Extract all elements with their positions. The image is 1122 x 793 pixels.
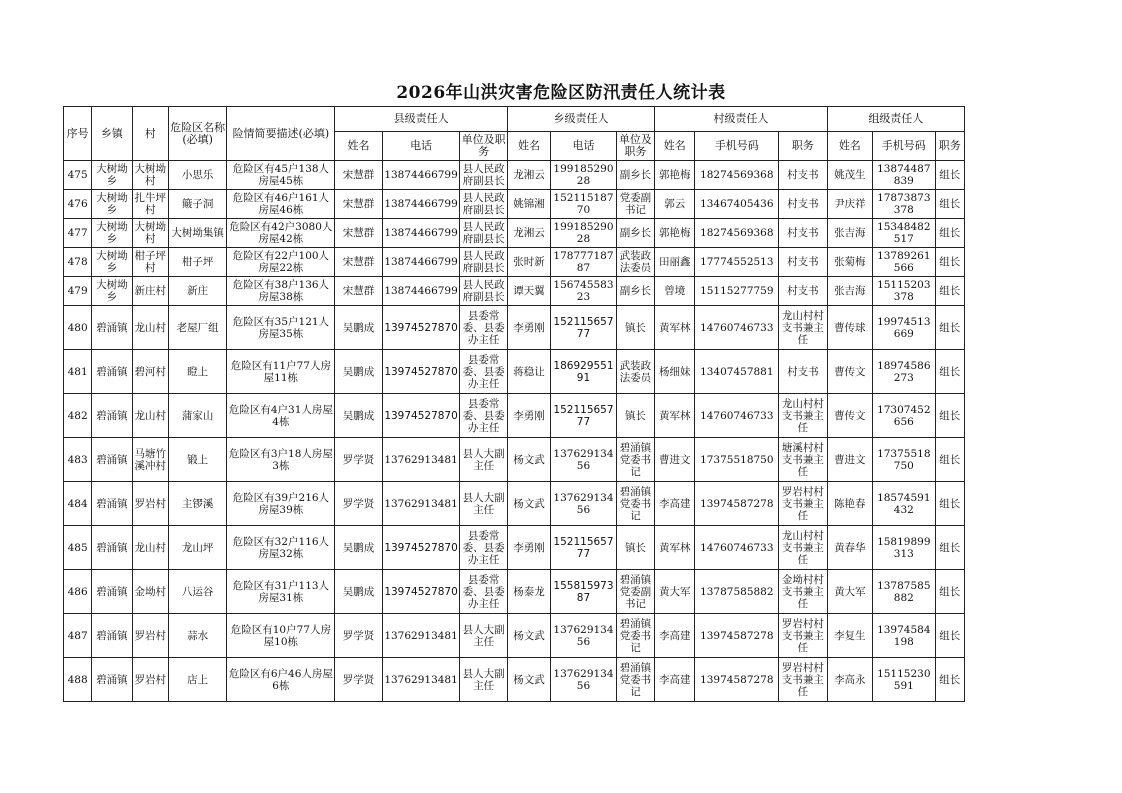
team-leader-duty-cell: 组长	[935, 658, 964, 702]
zone-cell: 柑子坪	[168, 248, 227, 277]
team-leader-phone-cell: 15115203378	[873, 277, 936, 306]
zone-cell: 小思乐	[168, 161, 227, 190]
town-cell: 大树坳乡	[92, 190, 132, 219]
col-header-team-mobile: 手机号码	[873, 132, 936, 161]
table-row	[64, 219, 965, 248]
village-cell: 马塘竹溪冲村	[132, 438, 168, 482]
seq-cell: 483	[64, 438, 92, 482]
village-leader-name-cell: 李高建	[655, 658, 695, 702]
team-leader-duty-cell: 组长	[935, 190, 964, 219]
table-row	[64, 248, 965, 277]
col-header-village-name: 姓名	[655, 132, 695, 161]
team-leader-duty-cell: 组长	[935, 526, 964, 570]
town-leader-phone-cell: 13762913456	[551, 658, 617, 702]
seq-cell: 479	[64, 277, 92, 306]
village-leader-duty-cell: 罗岩村村支书兼主任	[779, 614, 827, 658]
village-leader-name-cell: 黄军林	[655, 394, 695, 438]
village-cell: 柑子坪村	[132, 248, 168, 277]
desc-cell: 危险区有10户77人房屋10栋	[227, 614, 335, 658]
village-leader-phone-cell: 14760746733	[695, 394, 779, 438]
table-row	[64, 394, 965, 438]
county-unit-cell: 县委常委、县委办主任	[460, 570, 507, 614]
village-leader-phone-cell: 17375518750	[695, 438, 779, 482]
team-leader-phone-cell: 18974586273	[873, 350, 936, 394]
county-unit-cell: 县委常委、县委办主任	[460, 526, 507, 570]
seq-cell: 475	[64, 161, 92, 190]
village-leader-phone-cell: 15115277759	[695, 277, 779, 306]
town-cell: 碧涌镇	[92, 526, 132, 570]
county-phone-cell: 13974527870	[382, 394, 460, 438]
county-phone-cell: 13874466799	[382, 190, 460, 219]
village-leader-name-cell: 黄大军	[655, 570, 695, 614]
town-leader-name-cell: 蒋稳让	[507, 350, 550, 394]
village-leader-phone-cell: 13974587278	[695, 482, 779, 526]
town-cell: 大树坳乡	[92, 248, 132, 277]
team-leader-name-cell: 姚茂生	[827, 161, 872, 190]
team-leader-name-cell: 尹庆祥	[827, 190, 872, 219]
table-row	[64, 350, 965, 394]
town-leader-duty-cell: 党委副书记	[616, 190, 654, 219]
county-name-cell: 吴鹏成	[335, 350, 382, 394]
team-leader-name-cell: 陈艳春	[827, 482, 872, 526]
zone-cell: 八运谷	[168, 570, 227, 614]
seq-cell: 484	[64, 482, 92, 526]
zone-cell: 锻上	[168, 438, 227, 482]
col-header-town: 乡镇	[92, 107, 132, 161]
zone-cell: 蒲家山	[168, 394, 227, 438]
county-unit-cell: 县人大副主任	[460, 614, 507, 658]
county-unit-cell: 县人民政府副县长	[460, 161, 507, 190]
team-leader-duty-cell: 组长	[935, 248, 964, 277]
village-cell: 大树坳村	[132, 219, 168, 248]
desc-cell: 危险区有3户18人房屋3栋	[227, 438, 335, 482]
team-leader-name-cell: 黄大军	[827, 570, 872, 614]
desc-cell: 危险区有35户121人房屋35栋	[227, 306, 335, 350]
town-cell: 碧涌镇	[92, 570, 132, 614]
desc-cell: 危险区有4户31人房屋4栋	[227, 394, 335, 438]
desc-cell: 危险区有31户113人房屋31栋	[227, 570, 335, 614]
table-row	[64, 658, 965, 702]
group-header-village: 村级责任人	[655, 107, 828, 132]
team-leader-phone-cell: 15115230591	[873, 658, 936, 702]
town-leader-name-cell: 杨文武	[507, 614, 550, 658]
town-leader-phone-cell: 13762913456	[551, 482, 617, 526]
seq-cell: 478	[64, 248, 92, 277]
team-leader-duty-cell: 组长	[935, 161, 964, 190]
town-leader-phone-cell: 18692955191	[551, 350, 617, 394]
village-leader-duty-cell: 塘溪村村支书兼主任	[779, 438, 827, 482]
table-body	[64, 161, 965, 702]
zone-cell: 新庄	[168, 277, 227, 306]
team-leader-duty-cell: 组长	[935, 277, 964, 306]
team-leader-phone-cell: 17375518750	[873, 438, 936, 482]
county-phone-cell: 13762913481	[382, 614, 460, 658]
county-unit-cell: 县人大副主任	[460, 658, 507, 702]
table-row	[64, 161, 965, 190]
county-unit-cell: 县人民政府副县长	[460, 190, 507, 219]
town-cell: 碧涌镇	[92, 658, 132, 702]
team-leader-name-cell: 李复生	[827, 614, 872, 658]
county-unit-cell: 县委常委、县委办主任	[460, 306, 507, 350]
village-cell: 扎牛坪村	[132, 190, 168, 219]
team-leader-phone-cell: 15819899313	[873, 526, 936, 570]
county-name-cell: 吴鹏成	[335, 570, 382, 614]
team-leader-name-cell: 曹传球	[827, 306, 872, 350]
seq-cell: 488	[64, 658, 92, 702]
village-cell: 金坳村	[132, 570, 168, 614]
desc-cell: 危险区有45户138人房屋45栋	[227, 161, 335, 190]
town-leader-duty-cell: 碧涌镇党委书记	[616, 482, 654, 526]
desc-cell: 危险区有38户136人房屋38栋	[227, 277, 335, 306]
county-unit-cell: 县委常委、县委办主任	[460, 350, 507, 394]
team-leader-name-cell: 曹传文	[827, 394, 872, 438]
zone-cell: 蒜水	[168, 614, 227, 658]
village-leader-duty-cell: 龙山村村支书兼主任	[779, 394, 827, 438]
town-leader-name-cell: 张时新	[507, 248, 550, 277]
village-cell: 新庄村	[132, 277, 168, 306]
county-unit-cell: 县委常委、县委办主任	[460, 394, 507, 438]
county-phone-cell: 13974527870	[382, 350, 460, 394]
town-leader-duty-cell: 镇长	[616, 526, 654, 570]
county-phone-cell: 13874466799	[382, 277, 460, 306]
village-cell: 龙山村	[132, 306, 168, 350]
table-row	[64, 190, 965, 219]
col-header-village-mobile: 手机号码	[695, 132, 779, 161]
desc-cell: 危险区有22户100人房屋22栋	[227, 248, 335, 277]
group-header-county: 县级责任人	[335, 107, 508, 132]
county-phone-cell: 13974527870	[382, 570, 460, 614]
col-header-town-phone: 电话	[551, 132, 617, 161]
town-leader-phone-cell: 15211565777	[551, 394, 617, 438]
village-leader-duty-cell: 金坳村村支书兼主任	[779, 570, 827, 614]
town-leader-duty-cell: 武装政法委员	[616, 350, 654, 394]
county-name-cell: 罗学贤	[335, 614, 382, 658]
county-phone-cell: 13974527870	[382, 526, 460, 570]
county-unit-cell: 县人大副主任	[460, 482, 507, 526]
county-unit-cell: 县人大副主任	[460, 438, 507, 482]
county-name-cell: 罗学贤	[335, 482, 382, 526]
village-cell: 罗岩村	[132, 658, 168, 702]
desc-cell: 危险区有42户3080人房屋42栋	[227, 219, 335, 248]
col-header-village: 村	[132, 107, 168, 161]
town-leader-phone-cell: 15211565777	[551, 306, 617, 350]
seq-cell: 485	[64, 526, 92, 570]
village-cell: 大树坳村	[132, 161, 168, 190]
village-leader-name-cell: 郭艳梅	[655, 161, 695, 190]
village-leader-duty-cell: 罗岩村村支书兼主任	[779, 482, 827, 526]
team-leader-phone-cell: 19974513669	[873, 306, 936, 350]
village-leader-phone-cell: 13467405436	[695, 190, 779, 219]
county-name-cell: 罗学贤	[335, 438, 382, 482]
county-name-cell: 罗学贤	[335, 658, 382, 702]
town-leader-phone-cell: 19918529028	[551, 219, 617, 248]
desc-cell: 危险区有46户161人房屋46栋	[227, 190, 335, 219]
town-cell: 大树坳乡	[92, 161, 132, 190]
village-leader-duty-cell: 罗岩村村支书兼主任	[779, 658, 827, 702]
village-leader-phone-cell: 13407457881	[695, 350, 779, 394]
desc-cell: 危险区有32户116人房屋32栋	[227, 526, 335, 570]
seq-cell: 482	[64, 394, 92, 438]
county-phone-cell: 13762913481	[382, 438, 460, 482]
village-cell: 碧河村	[132, 350, 168, 394]
town-leader-duty-cell: 武装政法委员	[616, 248, 654, 277]
team-leader-duty-cell: 组长	[935, 482, 964, 526]
town-leader-duty-cell: 镇长	[616, 306, 654, 350]
town-leader-duty-cell: 副乡长	[616, 219, 654, 248]
village-leader-phone-cell: 14760746733	[695, 526, 779, 570]
town-leader-duty-cell: 碧涌镇党委书记	[616, 658, 654, 702]
team-leader-phone-cell: 13789261566	[873, 248, 936, 277]
town-leader-phone-cell: 15674558323	[551, 277, 617, 306]
town-cell: 大树坳乡	[92, 219, 132, 248]
town-leader-duty-cell: 碧涌镇党委书记	[616, 438, 654, 482]
col-header-desc: 险情简要描述(必填)	[227, 107, 335, 161]
seq-cell: 481	[64, 350, 92, 394]
village-leader-duty-cell: 村支书	[779, 277, 827, 306]
col-header-village-duty: 职务	[779, 132, 827, 161]
seq-cell: 487	[64, 614, 92, 658]
town-cell: 大树坳乡	[92, 277, 132, 306]
village-leader-phone-cell: 13787585882	[695, 570, 779, 614]
village-leader-duty-cell: 龙山村村支书兼主任	[779, 306, 827, 350]
desc-cell: 危险区有6户46人房屋6栋	[227, 658, 335, 702]
table-row	[64, 570, 965, 614]
village-leader-duty-cell: 村支书	[779, 190, 827, 219]
village-leader-name-cell: 郭云	[655, 190, 695, 219]
county-unit-cell: 县人民政府副县长	[460, 219, 507, 248]
county-name-cell: 宋慧群	[335, 248, 382, 277]
town-leader-name-cell: 杨文武	[507, 482, 550, 526]
county-name-cell: 宋慧群	[335, 277, 382, 306]
team-leader-duty-cell: 组长	[935, 394, 964, 438]
team-leader-phone-cell: 15348482517	[873, 219, 936, 248]
town-leader-name-cell: 李勇刚	[507, 394, 550, 438]
team-leader-name-cell: 曹进文	[827, 438, 872, 482]
county-phone-cell: 13762913481	[382, 482, 460, 526]
seq-cell: 476	[64, 190, 92, 219]
town-cell: 碧涌镇	[92, 438, 132, 482]
zone-cell: 簸子洞	[168, 190, 227, 219]
town-leader-phone-cell: 15581597387	[551, 570, 617, 614]
team-leader-duty-cell: 组长	[935, 438, 964, 482]
table-row	[64, 438, 965, 482]
town-leader-name-cell: 李勇刚	[507, 306, 550, 350]
table-row	[64, 482, 965, 526]
county-phone-cell: 13874466799	[382, 248, 460, 277]
town-leader-duty-cell: 碧涌镇党委副书记	[616, 570, 654, 614]
village-leader-name-cell: 杨细妹	[655, 350, 695, 394]
town-cell: 碧涌镇	[92, 482, 132, 526]
county-name-cell: 宋慧群	[335, 190, 382, 219]
seq-cell: 477	[64, 219, 92, 248]
town-cell: 碧涌镇	[92, 614, 132, 658]
team-leader-duty-cell: 组长	[935, 219, 964, 248]
desc-cell: 危险区有39户216人房屋39栋	[227, 482, 335, 526]
zone-cell: 龙山坪	[168, 526, 227, 570]
zone-cell: 老屋厂组	[168, 306, 227, 350]
village-leader-duty-cell: 村支书	[779, 248, 827, 277]
town-leader-name-cell: 龙湘云	[507, 161, 550, 190]
zone-cell: 大树坳集镇	[168, 219, 227, 248]
team-leader-duty-cell: 组长	[935, 306, 964, 350]
town-leader-name-cell: 龙湘云	[507, 219, 550, 248]
county-unit-cell: 县人民政府副县长	[460, 248, 507, 277]
county-phone-cell: 13974527870	[382, 306, 460, 350]
village-leader-duty-cell: 龙山村村支书兼主任	[779, 526, 827, 570]
county-name-cell: 吴鹏成	[335, 306, 382, 350]
town-leader-name-cell: 杨泰龙	[507, 570, 550, 614]
table-row	[64, 277, 965, 306]
team-leader-name-cell: 张吉海	[827, 219, 872, 248]
seq-cell: 486	[64, 570, 92, 614]
zone-cell: 瞪上	[168, 350, 227, 394]
table-row	[64, 614, 965, 658]
village-leader-phone-cell: 14760746733	[695, 306, 779, 350]
team-leader-duty-cell: 组长	[935, 350, 964, 394]
village-leader-name-cell: 郭艳梅	[655, 219, 695, 248]
team-leader-name-cell: 黄春华	[827, 526, 872, 570]
village-leader-phone-cell: 18274569368	[695, 161, 779, 190]
group-header-town: 乡级责任人	[507, 107, 654, 132]
village-leader-name-cell: 黄军林	[655, 306, 695, 350]
town-leader-phone-cell: 17877718787	[551, 248, 617, 277]
county-phone-cell: 13874466799	[382, 219, 460, 248]
zone-cell: 店上	[168, 658, 227, 702]
town-leader-duty-cell: 副乡长	[616, 277, 654, 306]
team-leader-duty-cell: 组长	[935, 570, 964, 614]
responsibility-table	[63, 106, 965, 702]
seq-cell: 480	[64, 306, 92, 350]
county-name-cell: 宋慧群	[335, 219, 382, 248]
town-leader-phone-cell: 15211518770	[551, 190, 617, 219]
team-leader-phone-cell: 13787585882	[873, 570, 936, 614]
town-leader-phone-cell: 15211565777	[551, 526, 617, 570]
town-leader-name-cell: 李勇刚	[507, 526, 550, 570]
village-leader-name-cell: 曹进文	[655, 438, 695, 482]
group-header-team: 组级责任人	[827, 107, 964, 132]
team-leader-phone-cell: 17307452656	[873, 394, 936, 438]
team-leader-phone-cell: 13874487839	[873, 161, 936, 190]
team-leader-duty-cell: 组长	[935, 614, 964, 658]
desc-cell: 危险区有11户77人房屋11栋	[227, 350, 335, 394]
town-leader-name-cell: 姚锦湘	[507, 190, 550, 219]
col-header-town-unit: 单位及职务	[616, 132, 654, 161]
village-leader-phone-cell: 13974587278	[695, 614, 779, 658]
village-leader-name-cell: 黄军林	[655, 526, 695, 570]
town-cell: 碧涌镇	[92, 306, 132, 350]
town-cell: 碧涌镇	[92, 350, 132, 394]
village-leader-name-cell: 李高建	[655, 614, 695, 658]
team-leader-name-cell: 曹传文	[827, 350, 872, 394]
town-leader-phone-cell: 19918529028	[551, 161, 617, 190]
village-leader-name-cell: 曾境	[655, 277, 695, 306]
village-leader-duty-cell: 村支书	[779, 161, 827, 190]
village-leader-duty-cell: 村支书	[779, 219, 827, 248]
col-header-zone: 危险区名称(必填)	[168, 107, 227, 161]
town-leader-duty-cell: 副乡长	[616, 161, 654, 190]
town-leader-duty-cell: 镇长	[616, 394, 654, 438]
county-name-cell: 吴鹏成	[335, 526, 382, 570]
col-header-county-phone: 电话	[382, 132, 460, 161]
town-leader-name-cell: 杨文武	[507, 658, 550, 702]
zone-cell: 主锣溪	[168, 482, 227, 526]
village-leader-name-cell: 李高建	[655, 482, 695, 526]
town-leader-duty-cell: 碧涌镇党委书记	[616, 614, 654, 658]
county-phone-cell: 13762913481	[382, 658, 460, 702]
col-header-seq: 序号	[64, 107, 92, 161]
team-leader-name-cell: 张菊梅	[827, 248, 872, 277]
county-name-cell: 宋慧群	[335, 161, 382, 190]
team-leader-name-cell: 李高永	[827, 658, 872, 702]
village-leader-phone-cell: 13974587278	[695, 658, 779, 702]
team-leader-phone-cell: 13974584198	[873, 614, 936, 658]
table-row	[64, 526, 965, 570]
team-leader-name-cell: 张吉海	[827, 277, 872, 306]
village-cell: 罗岩村	[132, 614, 168, 658]
village-cell: 龙山村	[132, 394, 168, 438]
village-leader-duty-cell: 村支书	[779, 350, 827, 394]
col-header-county-name: 姓名	[335, 132, 382, 161]
team-leader-phone-cell: 18574591432	[873, 482, 936, 526]
county-phone-cell: 13874466799	[382, 161, 460, 190]
village-cell: 罗岩村	[132, 482, 168, 526]
col-header-town-name: 姓名	[507, 132, 550, 161]
village-cell: 龙山村	[132, 526, 168, 570]
county-unit-cell: 县人民政府副县长	[460, 277, 507, 306]
village-leader-name-cell: 田丽鑫	[655, 248, 695, 277]
table-row	[64, 306, 965, 350]
county-name-cell: 吴鹏成	[335, 394, 382, 438]
col-header-team-name: 姓名	[827, 132, 872, 161]
town-cell: 碧涌镇	[92, 394, 132, 438]
town-leader-name-cell: 谭天翼	[507, 277, 550, 306]
village-leader-phone-cell: 17774552513	[695, 248, 779, 277]
village-leader-phone-cell: 18274569368	[695, 219, 779, 248]
town-leader-phone-cell: 13762913456	[551, 614, 617, 658]
town-leader-name-cell: 杨文武	[507, 438, 550, 482]
team-leader-phone-cell: 17873873378	[873, 190, 936, 219]
col-header-team-duty: 职务	[935, 132, 964, 161]
page-title: 2026年山洪灾害危险区防汛责任人统计表	[396, 83, 726, 103]
town-leader-phone-cell: 13762913456	[551, 438, 617, 482]
col-header-county-unit: 单位及职务	[460, 132, 507, 161]
header-row-group	[64, 107, 965, 132]
